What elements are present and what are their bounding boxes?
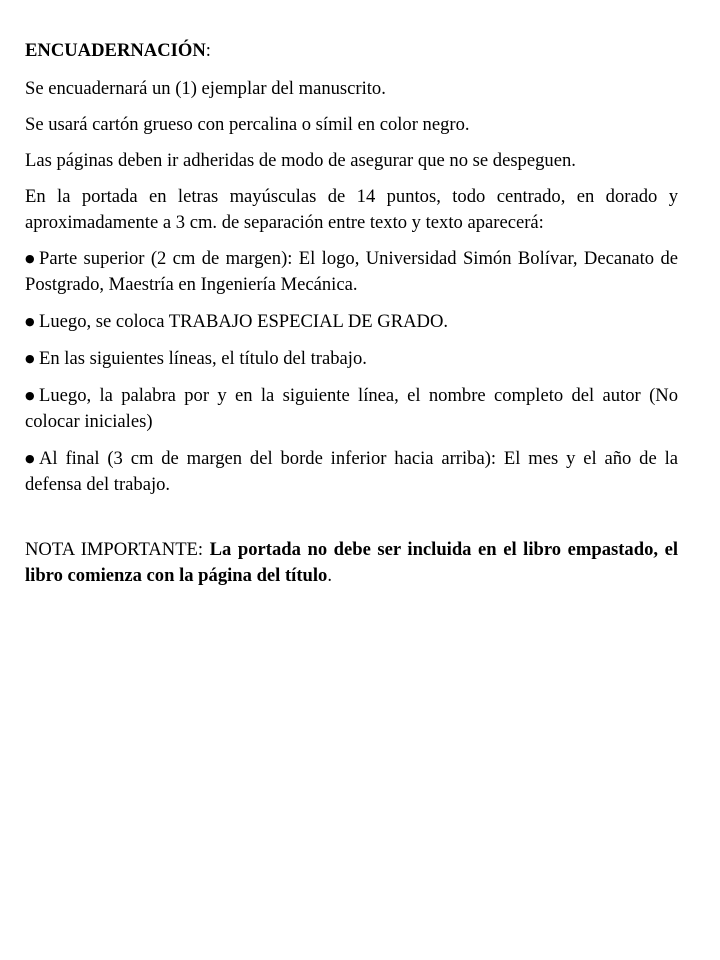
note-bold-text: La portada no debe ser incluida en el libro empastado, el libro comienza con la página del título bbox=[25, 539, 678, 586]
list-item bbox=[25, 246, 678, 298]
bullet-icon: ● bbox=[25, 389, 35, 402]
section-heading-colon: : bbox=[205, 40, 211, 61]
bullet-icon: ● bbox=[25, 315, 35, 328]
list-item bbox=[25, 309, 678, 335]
list-item-text: Al final (3 cm de margen del borde inferior hacia arriba): El mes y el año de la defensa del trabajo. bbox=[25, 448, 678, 495]
document-page bbox=[25, 38, 678, 599]
list-item bbox=[25, 383, 678, 435]
bullet-icon: ● bbox=[25, 252, 35, 265]
list-item bbox=[25, 346, 678, 372]
spacer bbox=[25, 509, 678, 537]
list-item bbox=[25, 446, 678, 498]
list-item-text: Luego, se coloca TRABAJO ESPECIAL DE GRADO. bbox=[39, 311, 449, 332]
paragraph-pages-adhered: Las páginas deben ir adheridas de modo de asegurar que no se despeguen. bbox=[25, 150, 576, 171]
paragraph-cover-material: Se usará cartón grueso con percalina o símil en color negro. bbox=[25, 114, 470, 135]
paragraph-cover-lettering: En la portada en letras mayúsculas de 14 puntos, todo centrado, en dorado y aproximadamente a 3 cm. de separación entre texto y texto aparecerá: bbox=[25, 186, 678, 233]
note-label: NOTA IMPORTANTE: bbox=[25, 539, 210, 560]
list-item-text: Parte superior (2 cm de margen): El logo, Universidad Simón Bolívar, Decanato de Postgrado, Maestría en Ingeniería Mecánica. bbox=[25, 248, 678, 295]
paragraph-copies: Se encuadernará un (1) ejemplar del manuscrito. bbox=[25, 78, 386, 99]
important-note bbox=[25, 537, 678, 589]
note-period: . bbox=[327, 565, 332, 586]
section-heading bbox=[25, 38, 678, 64]
list-item-text: En las siguientes líneas, el título del trabajo. bbox=[39, 348, 367, 369]
list-item-text: Luego, la palabra por y en la siguiente línea, el nombre completo del autor (No colocar iniciales) bbox=[25, 385, 678, 432]
section-heading-text: ENCUADERNACIÓN bbox=[25, 40, 206, 61]
bullet-icon: ● bbox=[25, 452, 35, 465]
bullet-icon: ● bbox=[25, 352, 35, 365]
